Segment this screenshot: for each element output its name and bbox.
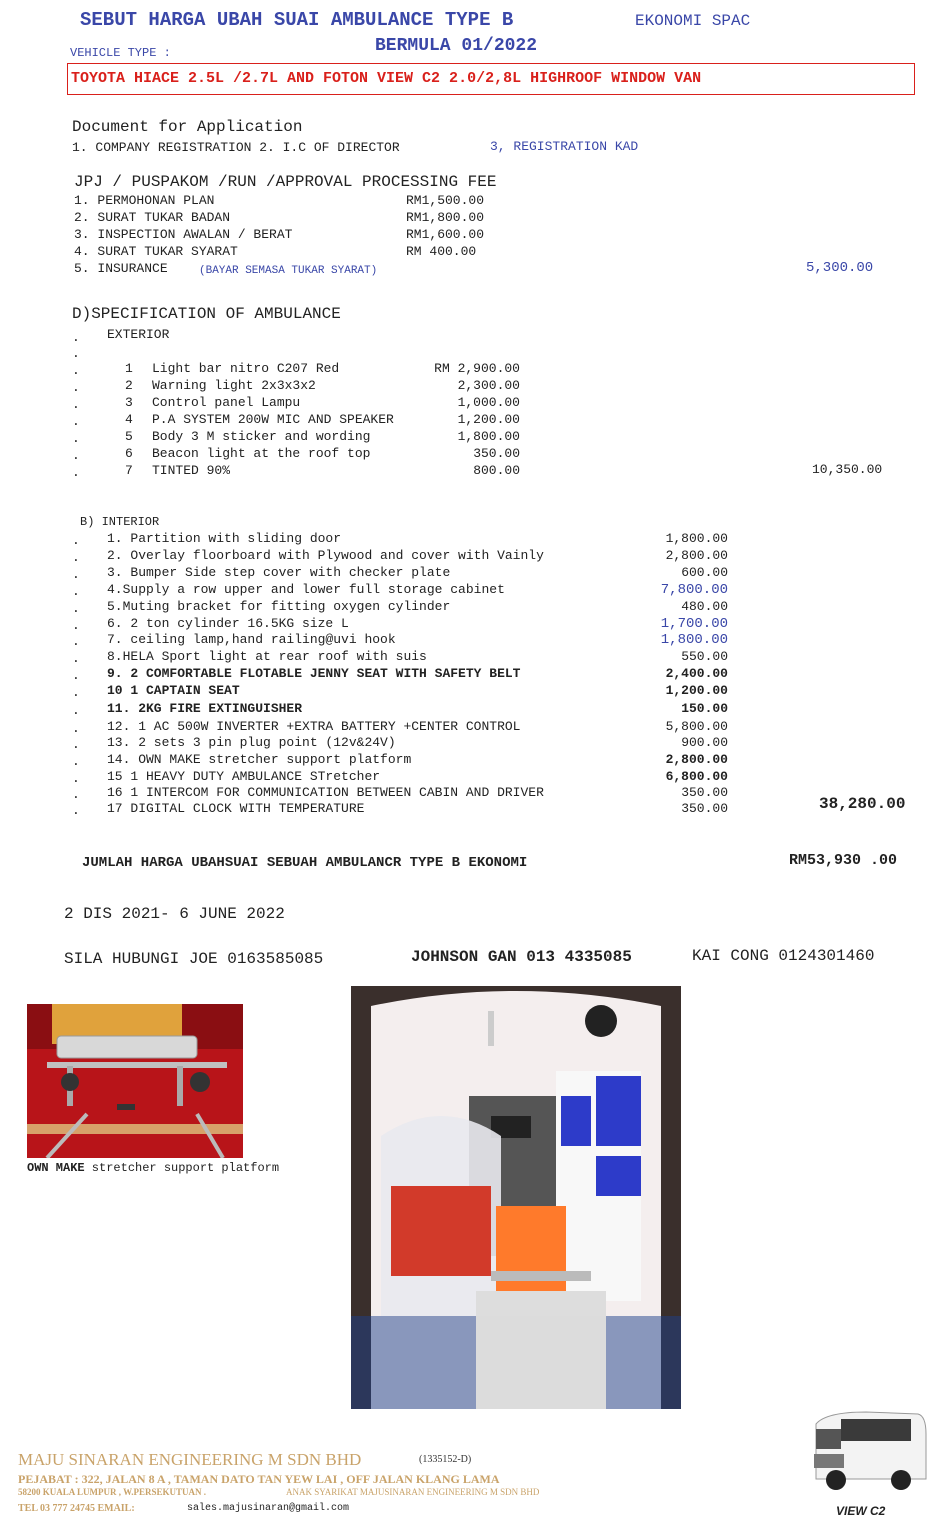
quote-subtitle: BERMULA 01/2022: [375, 36, 538, 56]
interior-item-price: 5,800.00: [665, 719, 728, 734]
exterior-item-no: 4: [125, 412, 133, 427]
exterior-item-desc: Body 3 M sticker and wording: [152, 429, 371, 444]
bullet-dot: .: [72, 703, 80, 718]
exterior-item-desc: Beacon light at the roof top: [152, 446, 371, 461]
bullet-dot: .: [72, 397, 80, 412]
interior-item-price: 150.00: [681, 701, 728, 716]
exterior-item-no: 7: [125, 463, 133, 478]
spec-heading: D)SPECIFICATION OF AMBULANCE: [72, 305, 341, 323]
bullet-dot: .: [72, 346, 80, 361]
footer-email: sales.majusinaran@gmail.com: [187, 1503, 350, 1514]
bullet-dot: .: [72, 721, 80, 736]
interior-item-desc: 13. 2 sets 3 pin plug point (12v&24V): [107, 735, 396, 750]
interior-item-price: 350.00: [681, 785, 728, 800]
interior-item-desc: 9. 2 COMFORTABLE FLOTABLE JENNY SEAT WITH SAFETY BELT: [107, 666, 521, 681]
vehicle-type-label: VEHICLE TYPE :: [70, 46, 171, 60]
footer-company: MAJU SINARAN ENGINEERING M SDN BHD: [18, 1450, 362, 1469]
interior-item-desc: 3. Bumper Side step cover with checker plate: [107, 565, 451, 580]
bullet-dot: .: [72, 414, 80, 429]
grand-total-value: RM53,930 .00: [789, 852, 898, 869]
documents-items: 1. COMPANY REGISTRATION 2. I.C OF DIRECTOR: [72, 140, 400, 155]
interior-item-price: 6,800.00: [665, 769, 728, 784]
jpj-item-label: 3. INSPECTION AWALAN / BERAT: [74, 227, 293, 242]
interior-item-desc: 16 1 INTERCOM FOR COMMUNICATION BETWEEN CABIN AND DRIVER: [107, 785, 544, 800]
jpj-heading: JPJ / PUSPAKOM /RUN /APPROVAL PROCESSING FEE: [74, 173, 497, 191]
documents-item3: 3, REGISTRATION KAD: [490, 139, 639, 154]
interior-item-price: 900.00: [681, 735, 728, 750]
bullet-dot: .: [72, 465, 80, 480]
bullet-dot: .: [72, 737, 80, 752]
exterior-item-no: 1: [125, 361, 133, 376]
contact-prefix: SILA HUBUNGI JOE 0163585085: [64, 950, 324, 968]
interior-item-desc: 6. 2 ton cylinder 16.5KG size L: [107, 616, 349, 631]
exterior-item-desc: TINTED 90%: [152, 463, 231, 478]
van-illustration: [806, 1404, 931, 1500]
interior-item-price: 350.00: [681, 801, 728, 816]
jpj-subtotal: 5,300.00: [806, 260, 874, 276]
exterior-label: EXTERIOR: [107, 327, 170, 342]
bullet-dot: .: [72, 567, 80, 582]
exterior-item-no: 5: [125, 429, 133, 444]
exterior-item-no: 6: [125, 446, 133, 461]
documents-heading: Document for Application: [72, 118, 303, 136]
bullet-dot: .: [72, 448, 80, 463]
bullet-dot: .: [72, 601, 80, 616]
photo-caption: [27, 1161, 279, 1175]
exterior-subtotal: 10,350.00: [812, 462, 883, 477]
interior-item-desc: 12. 1 AC 500W INVERTER +EXTRA BATTERY +CENTER CONTROL: [107, 719, 521, 734]
exterior-item-desc: Control panel Lampu: [152, 395, 301, 410]
exterior-item-no: 3: [125, 395, 133, 410]
exterior-item-price: 800.00: [473, 463, 520, 478]
stretcher-photo: [27, 1004, 243, 1158]
exterior-item-price: 1,800.00: [457, 429, 520, 444]
interior-item-price: 2,800.00: [665, 752, 728, 767]
vehicle-type-box: [67, 63, 915, 95]
jpj-item-label: 2. SURAT TUKAR BADAN: [74, 210, 231, 225]
interior-item-price: 1,800.00: [660, 632, 728, 648]
photo-caption-bold: OWN MAKE: [27, 1161, 85, 1175]
exterior-item-desc: P.A SYSTEM 200W MIC AND SPEAKER: [152, 412, 394, 427]
exterior-item-no: 2: [125, 378, 133, 393]
bullet-dot: .: [72, 550, 80, 565]
bullet-dot: .: [72, 533, 80, 548]
validity-period: 2 DIS 2021- 6 JUNE 2022: [64, 905, 285, 923]
jpj-item-price: RM1,500.00: [406, 193, 485, 208]
vehicle-type-value: TOYOTA HIACE 2.5L /2.7L AND FOTON VIEW C2 2.0/2,8L HIGHROOF WINDOW VAN: [71, 70, 702, 87]
interior-item-price: 600.00: [681, 565, 728, 580]
footer-address1: PEJABAT : 322, JALAN 8 A , TAMAN DATO TAN YEW LAI , OFF JALAN KLANG LAMA: [18, 1472, 500, 1486]
exterior-item-price: 350.00: [473, 446, 520, 461]
jpj-item-label: 1. PERMOHONAN PLAN: [74, 193, 215, 208]
interior-item-desc: 11. 2KG FIRE EXTINGUISHER: [107, 701, 303, 716]
bullet-dot: .: [72, 584, 80, 599]
interior-item-desc: 1. Partition with sliding door: [107, 531, 342, 546]
interior-item-price: 550.00: [681, 649, 728, 664]
exterior-item-price: 2,300.00: [457, 378, 520, 393]
interior-item-desc: 8.HELA Sport light at rear roof with suis: [107, 649, 427, 664]
bullet-dot: .: [72, 363, 80, 378]
interior-item-desc: 15 1 HEAVY DUTY AMBULANCE STretcher: [107, 769, 381, 784]
interior-subtotal: 38,280.00: [819, 795, 906, 813]
interior-item-desc: 5.Muting bracket for fitting oxygen cylinder: [107, 599, 451, 614]
bullet-dot: .: [72, 754, 80, 769]
photo-caption-rest: stretcher support platform: [84, 1161, 280, 1175]
jpj-item-price: RM1,600.00: [406, 227, 485, 242]
bullet-dot: .: [72, 634, 80, 649]
interior-item-price: 1,800.00: [665, 531, 728, 546]
interior-item-desc: 7. ceiling lamp,hand railing@uvi hook: [107, 632, 396, 647]
interior-item-desc: 4.Supply a row upper and lower full storage cabinet: [107, 582, 505, 597]
interior-item-price: 2,400.00: [665, 666, 728, 681]
jpj-item-price: RM1,800.00: [406, 210, 485, 225]
jpj-item-price: RM 400.00: [406, 244, 477, 259]
exterior-item-desc: Light bar nitro C207 Red: [152, 361, 340, 376]
stretcher-illustration: [27, 1004, 243, 1158]
exterior-item-price: RM 2,900.00: [434, 361, 520, 376]
jpj-item-label: 4. SURAT TUKAR SYARAT: [74, 244, 238, 259]
quote-title: SEBUT HARGA UBAH SUAI AMBULANCE TYPE B: [80, 9, 514, 31]
bullet-dot: .: [72, 380, 80, 395]
bullet-dot: .: [72, 771, 80, 786]
bullet-dot: .: [72, 618, 80, 633]
van-photo: [806, 1404, 931, 1500]
interior-item-price: 1,200.00: [665, 683, 728, 698]
interior-item-price: 1,700.00: [660, 616, 728, 632]
insurance-note: (BAYAR SEMASA TUKAR SYARAT): [199, 265, 378, 277]
footer-address2: 58200 KUALA LUMPUR , W.PERSEKUTUAN .: [18, 1487, 207, 1497]
bullet-dot: .: [72, 803, 80, 818]
footer-subsidiary: ANAK SYARIKAT MAJUSINARAN ENGINEERING M SDN BHD: [286, 1487, 540, 1497]
exterior-item-price: 1,000.00: [457, 395, 520, 410]
bullet-dot: .: [72, 330, 80, 345]
contact-johnson: JOHNSON GAN 013 4335085: [411, 948, 632, 966]
interior-item-desc: 14. OWN MAKE stretcher support platform: [107, 752, 412, 767]
bullet-dot: .: [72, 668, 80, 683]
interior-item-price: 2,800.00: [665, 548, 728, 563]
ambulance-interior-photo: [351, 986, 681, 1409]
interior-item-desc: 2. Overlay floorboard with Plywood and cover with Vainly: [107, 548, 544, 563]
contact-kai: KAI CONG 0124301460: [692, 947, 875, 965]
footer-tel: TEL 03 777 24745 EMAIL:: [18, 1503, 135, 1514]
exterior-item-price: 1,200.00: [457, 412, 520, 427]
footer-reg-no: (1335152-D): [419, 1454, 472, 1465]
bullet-dot: .: [72, 787, 80, 802]
interior-item-desc: 17 DIGITAL CLOCK WITH TEMPERATURE: [107, 801, 365, 816]
bullet-dot: .: [72, 431, 80, 446]
van-label: VIEW C2: [836, 1504, 886, 1518]
interior-item-desc: 10 1 CAPTAIN SEAT: [107, 683, 240, 698]
interior-item-price: 7,800.00: [660, 582, 728, 598]
exterior-item-desc: Warning light 2x3x3x2: [152, 378, 316, 393]
interior-illustration: [351, 986, 681, 1409]
interior-label: B) INTERIOR: [80, 515, 160, 529]
jpj-item-label: 5. INSURANCE: [74, 261, 168, 276]
quote-title-suffix: EKONOMI SPAC: [635, 12, 751, 30]
interior-item-price: 480.00: [681, 599, 728, 614]
grand-total-label: JUMLAH HARGA UBAHSUAI SEBUAH AMBULANCR TYPE B EKONOMI: [82, 855, 528, 871]
bullet-dot: .: [72, 685, 80, 700]
bullet-dot: .: [72, 651, 80, 666]
